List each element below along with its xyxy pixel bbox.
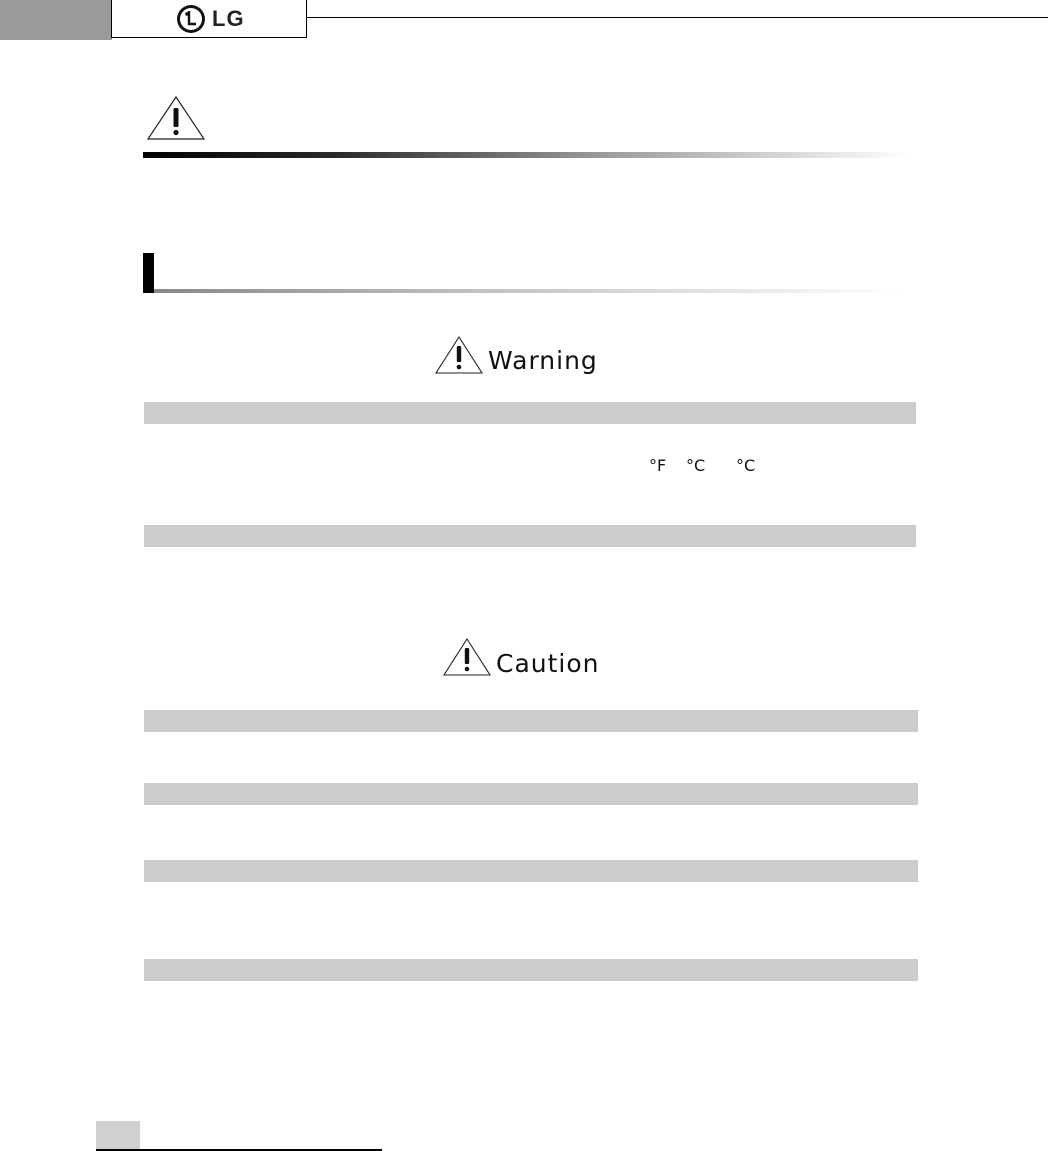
- subheading-marker: [143, 253, 154, 293]
- caution-label: Caution: [496, 649, 600, 678]
- caution-band-3: [144, 860, 918, 882]
- warning-triangle-icon: [434, 335, 484, 375]
- subheading-divider: [154, 289, 904, 293]
- warning-triangle-icon: [146, 95, 206, 141]
- header-logo-box: [111, 0, 307, 38]
- warning-band-1: [144, 402, 916, 424]
- caution-band-1: [144, 710, 918, 732]
- page-number-box: [96, 1121, 140, 1151]
- warning-triangle-icon: [442, 637, 492, 677]
- temperature-unit-f: °F: [649, 456, 667, 475]
- lg-face-logo-icon: [176, 4, 206, 34]
- warning-band-2: [144, 525, 916, 547]
- caution-heading: [442, 637, 600, 677]
- brand-wordmark: LG: [212, 6, 245, 31]
- brand-logo: [176, 4, 245, 34]
- header-tab: [0, 0, 112, 40]
- header-rule: [307, 17, 1048, 18]
- temperature-unit-c: °C: [686, 456, 706, 475]
- temperature-unit-c: °C: [736, 456, 756, 475]
- caution-band-4: [144, 959, 918, 981]
- warning-label: Warning: [488, 346, 598, 375]
- warning-heading: [434, 335, 598, 375]
- caution-band-2: [144, 783, 918, 805]
- title-divider: [143, 152, 908, 158]
